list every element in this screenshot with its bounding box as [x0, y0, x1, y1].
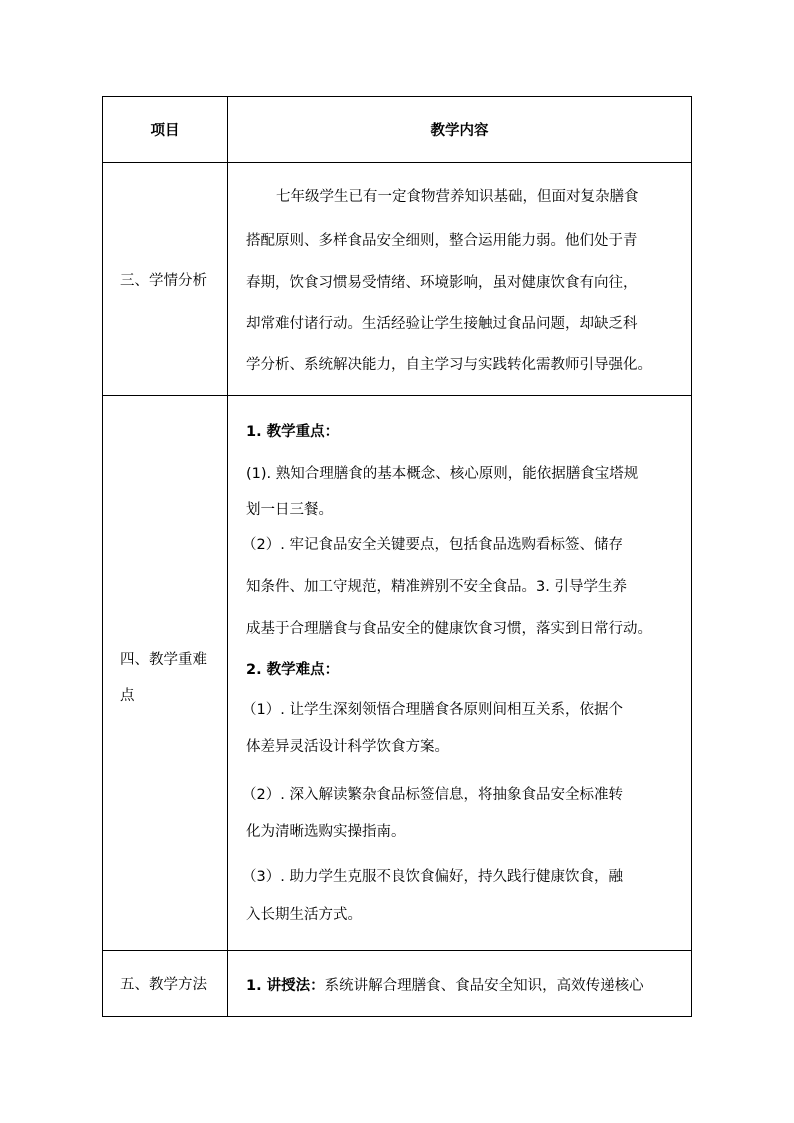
difficulty-line: 化为清晰选购实操指南。	[246, 824, 406, 840]
difficulty-line: （1）. 让学生深刻领悟合理膳食各原则间相互关系，依据个	[242, 702, 623, 718]
row3-line: 七年级学生已有一定食物营养知识基础，但面对复杂膳食	[276, 189, 639, 205]
row4-label-line1: 四、教学重难	[120, 652, 207, 668]
method-line	[246, 974, 644, 995]
row5-content	[246, 951, 686, 1016]
difficulty-line: （2）. 深入解读繁杂食品标签信息，将抽象食品安全标准转	[242, 787, 623, 803]
key-point-line: （2）. 牢记食品安全关键要点，包括食品选购看标签、储存	[242, 537, 623, 553]
row3-content	[246, 163, 686, 395]
row5-label: 五、教学方法	[120, 977, 207, 993]
table-border-middle	[227, 96, 228, 1017]
row3-line: 搭配原则、多样食品安全细则，整合运用能力弱。他们处于青	[246, 233, 638, 249]
row4-content	[242, 396, 686, 950]
header-item: 项目	[150, 123, 180, 139]
method-desc: 系统讲解合理膳食、食品安全知识，高效传递核心	[324, 978, 644, 994]
key-point-line: 划一日三餐。	[246, 502, 333, 518]
table-border-bottom	[102, 1016, 692, 1017]
key-points-heading: 1. 教学重点：	[246, 424, 340, 440]
difficulty-line: （3）. 助力学生克服不良饮食偏好，持久践行健康饮食，融	[242, 869, 623, 885]
row3-line: 春期，饮食习惯易受情绪、环境影响，虽对健康饮食有向往，	[246, 275, 638, 291]
difficulty-line: 体差异灵活设计科学饮食方案。	[246, 739, 449, 755]
table-border-right	[691, 96, 692, 1017]
row3-label: 三、学情分析	[120, 272, 207, 289]
method-name: 1. 讲授法：	[246, 978, 325, 994]
key-point-line: (1). 熟知合理膳食的基本概念、核心原则，能依据膳食宝塔规	[246, 466, 639, 482]
key-point-line: 成基于合理膳食与食品安全的健康饮食习惯，落实到日常行动。	[246, 621, 652, 637]
header-content: 教学内容	[430, 123, 489, 139]
key-point-line: 知条件、加工守规范，精准辨别不安全食品。3. 引导学生养	[246, 579, 627, 595]
difficulty-line: 入长期生活方式。	[246, 907, 362, 923]
row4-label-line2: 点	[120, 688, 135, 704]
row3-line: 学分析、系统解决能力，自主学习与实践转化需教师引导强化。	[246, 357, 652, 373]
table-border-left	[102, 96, 103, 1017]
difficulties-heading: 2. 教学难点：	[246, 662, 340, 678]
row3-line: 却常难付诸行动。生活经验让学生接触过食品问题，却缺乏科	[246, 316, 638, 332]
